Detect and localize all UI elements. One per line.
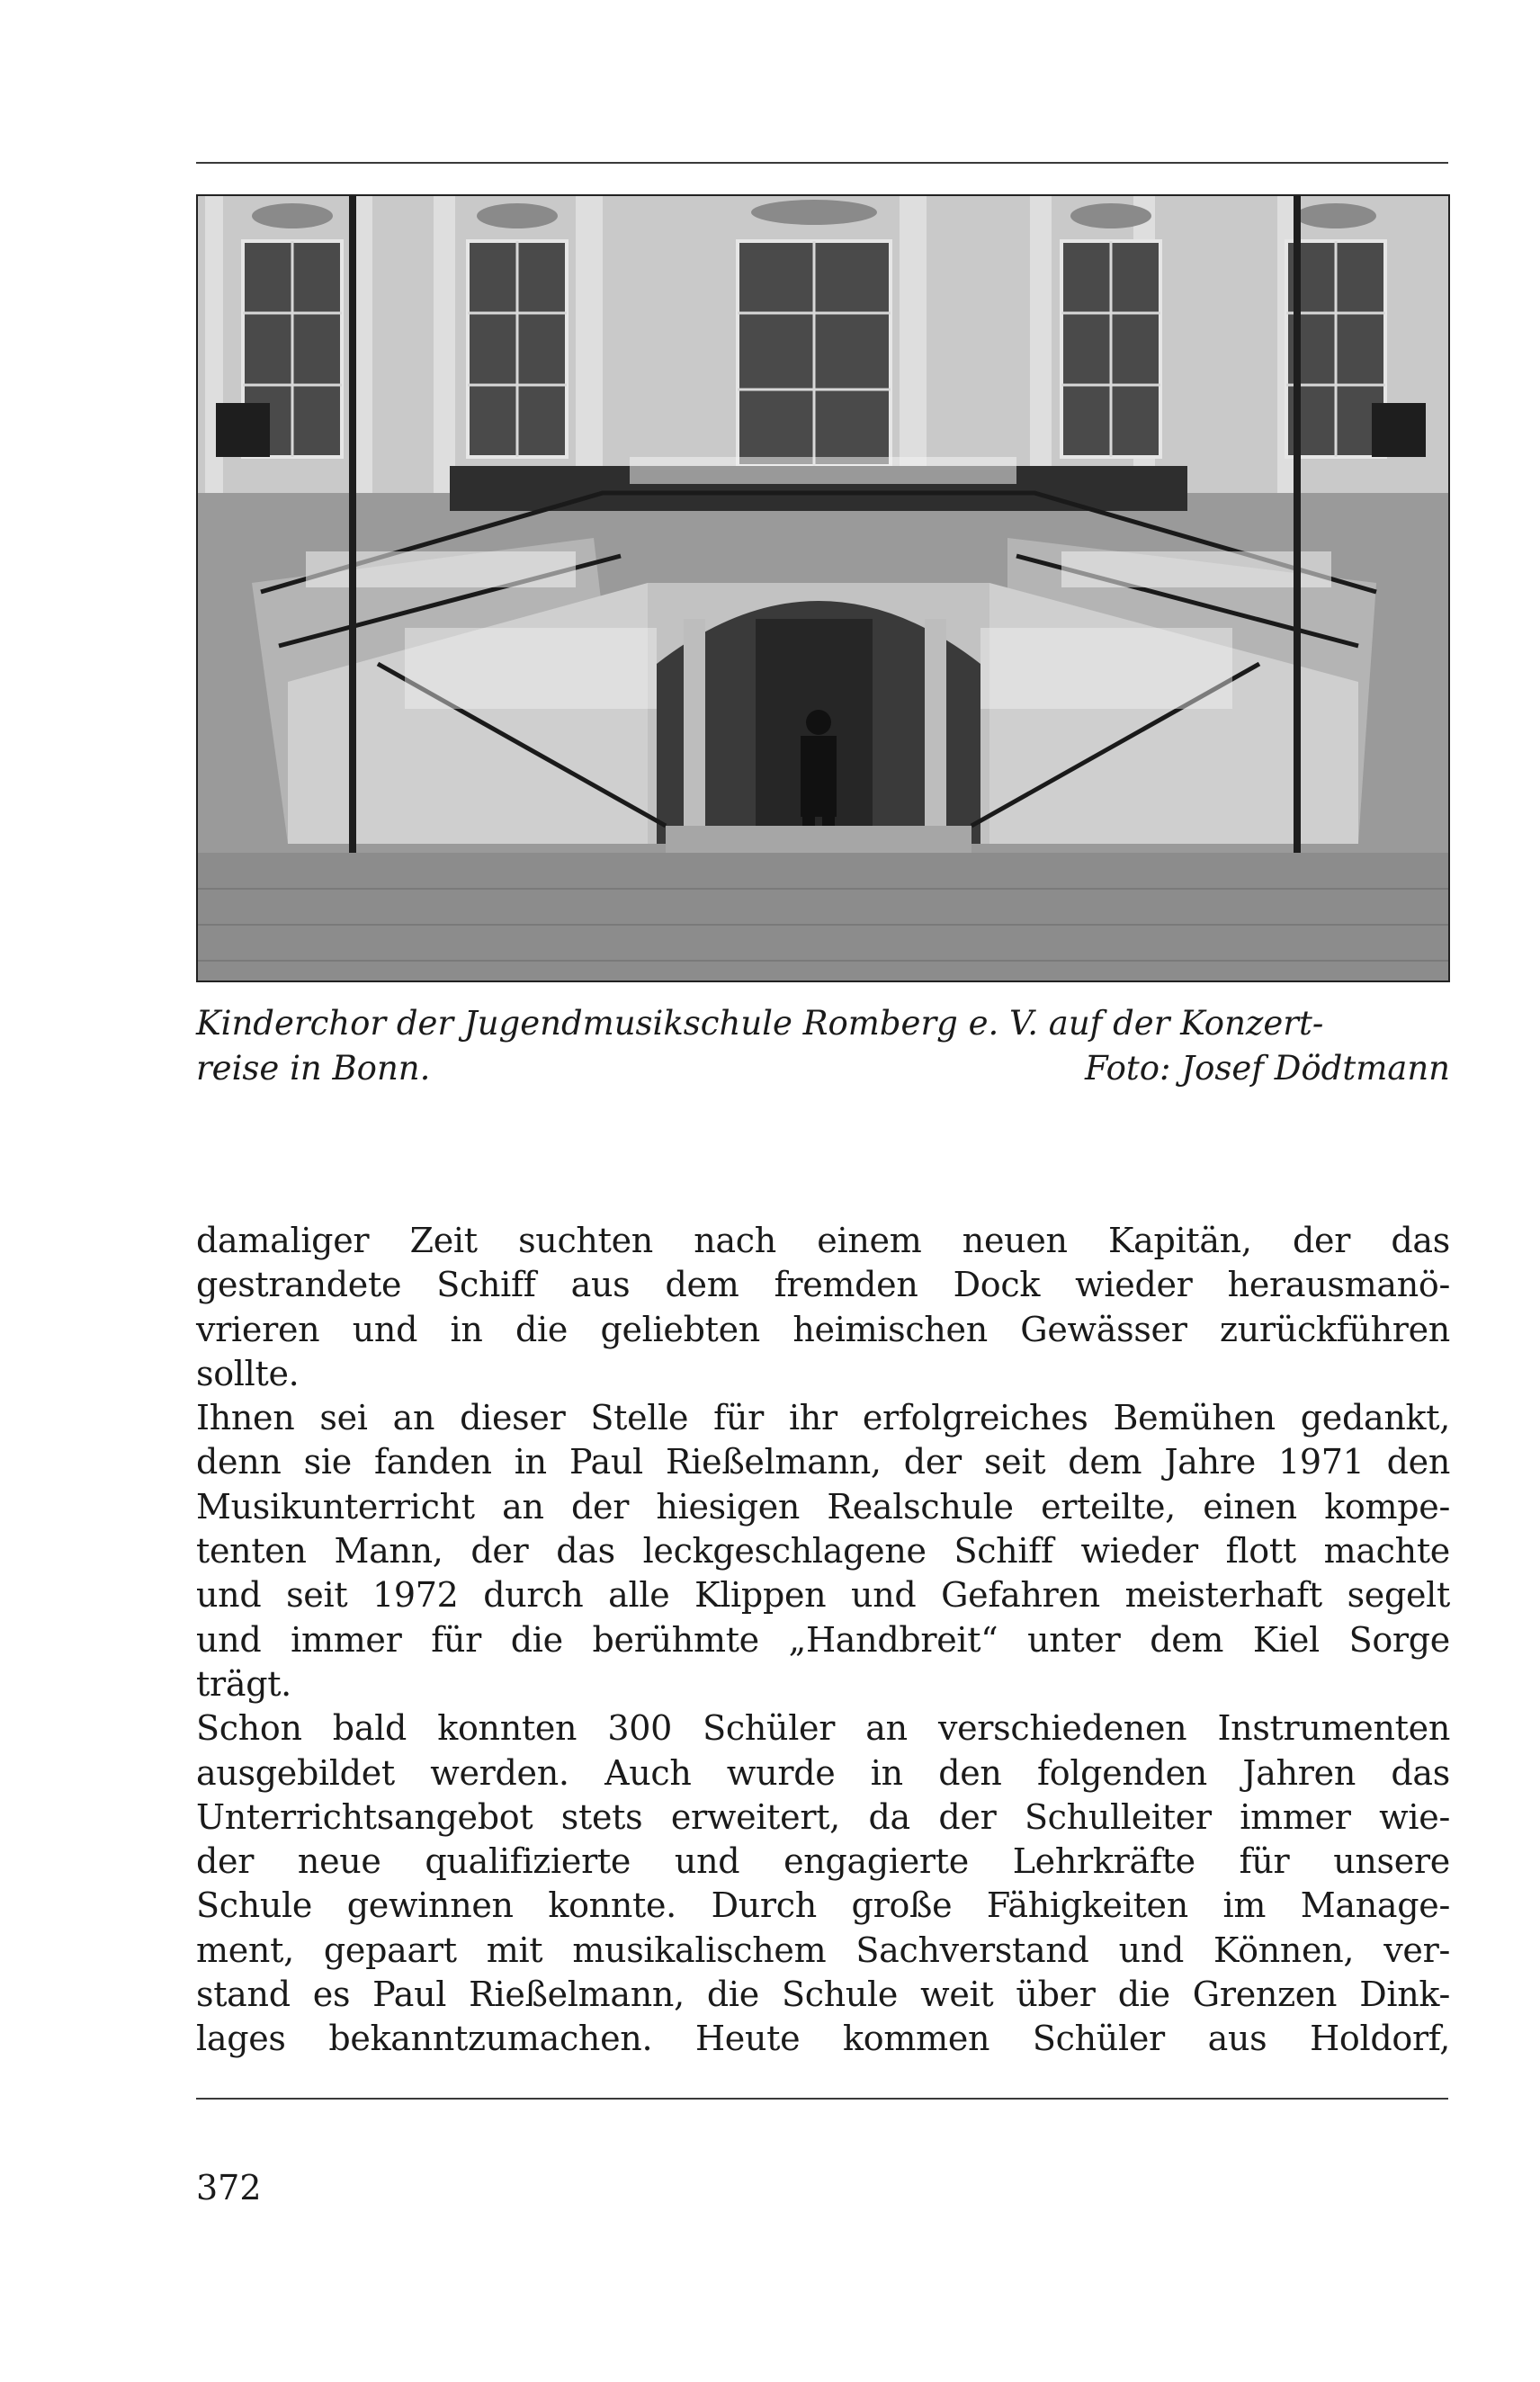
top-rule	[196, 162, 1448, 164]
text-line: lages bekanntzumachen. Heute kommen Schüler aus Holdorf,	[196, 2019, 1450, 2059]
photo-caption-continuation: reise in Bonn.	[196, 1049, 431, 1088]
text-line: Schon bald konnten 300 Schüler an verschiedenen Instrumenten	[196, 1708, 1450, 1749]
choir-photo	[196, 194, 1450, 982]
photo-credit: Foto: Josef Dödtmann	[1084, 1049, 1450, 1088]
bottom-rule	[196, 2098, 1448, 2100]
text-line: Ihnen sei an dieser Stelle für ihr erfolgreiches Bemühen gedankt,	[196, 1398, 1450, 1438]
body-text	[196, 1219, 1450, 2062]
text-line: und immer für die berühmte „Handbreit“ unter dem Kiel Sorge	[196, 1619, 1450, 1660]
text-line: Musikunterricht an der hiesigen Realschule erteilte, einen kompe-	[196, 1486, 1450, 1527]
text-line: gestrandete Schiff aus dem fremden Dock wieder herausmanö-	[196, 1265, 1450, 1305]
text-line: ausgebildet werden. Auch wurde in den folgenden Jahren das	[196, 1752, 1450, 1793]
text-line: und seit 1972 durch alle Klippen und Gefahren meisterhaft segelt	[196, 1575, 1450, 1616]
text-line: der neue qualifizierte und engagierte Lehrkräfte für unsere	[196, 1841, 1450, 1882]
text-line: Schule gewinnen konnte. Durch große Fähigkeiten im Manage-	[196, 1885, 1450, 1926]
photo-caption-line-2	[196, 1049, 1450, 1088]
page-number: 372	[196, 2168, 262, 2207]
text-line: denn sie fanden in Paul Rießelmann, der seit dem Jahre 1971 den	[196, 1442, 1450, 1482]
text-line: stand es Paul Rießelmann, die Schule weit über die Grenzen Dink-	[196, 1975, 1450, 2015]
photo-caption-line-1: Kinderchor der Jugendmusikschule Romberg e. V. auf der Konzert-	[196, 1004, 1324, 1043]
text-line: Unterrichtsangebot stets erweitert, da der Schulleiter immer wie-	[196, 1796, 1450, 1837]
text-line: ment, gepaart mit musikalischem Sachverstand und Können, ver-	[196, 1930, 1450, 1970]
text-line: trägt.	[196, 1663, 291, 1704]
text-line: tenten Mann, der das leckgeschlagene Schiff wieder flott machte	[196, 1531, 1450, 1572]
text-line: sollte.	[196, 1353, 300, 1393]
text-line: damaliger Zeit suchten nach einem neuen Kapitän, der das	[196, 1221, 1450, 1260]
text-line: vrieren und in die geliebten heimischen Gewässer zurückführen	[196, 1309, 1450, 1349]
